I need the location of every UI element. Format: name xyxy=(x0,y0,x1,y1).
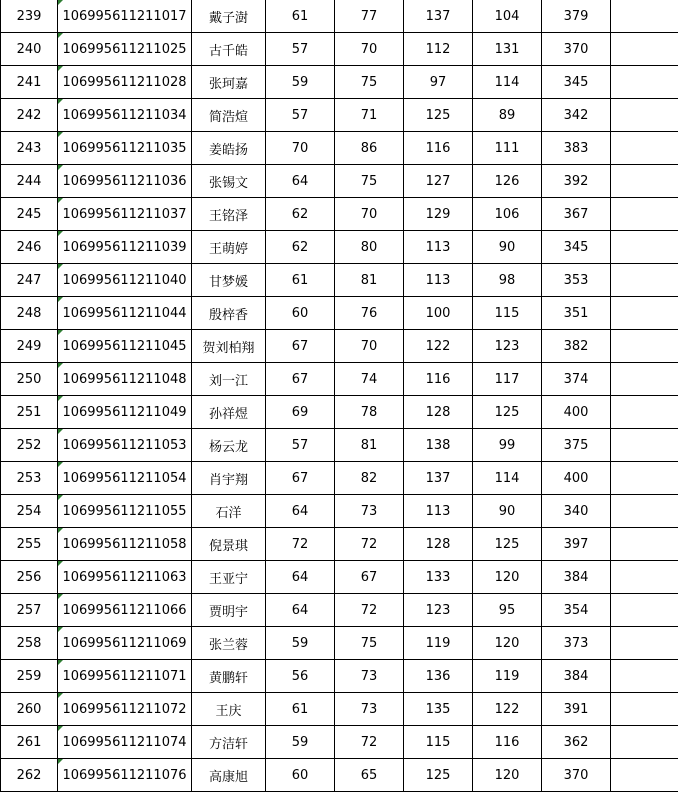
score-3-cell[interactable]: 125 xyxy=(404,759,473,792)
total-score-cell[interactable]: 353 xyxy=(542,264,611,297)
score-3-cell[interactable]: 138 xyxy=(404,429,473,462)
empty-cell[interactable] xyxy=(611,627,678,660)
row-number-cell[interactable]: 251 xyxy=(1,396,58,429)
score-4-cell[interactable]: 111 xyxy=(473,132,542,165)
empty-cell[interactable] xyxy=(611,99,678,132)
row-number-cell[interactable]: 249 xyxy=(1,330,58,363)
score-3-cell[interactable]: 113 xyxy=(404,264,473,297)
table-row xyxy=(1,198,678,231)
table-row xyxy=(1,561,678,594)
empty-cell[interactable] xyxy=(611,462,678,495)
score-2-cell[interactable]: 81 xyxy=(335,429,404,462)
table-row xyxy=(1,132,678,165)
score-1-cell[interactable]: 72 xyxy=(266,528,335,561)
score-3-cell[interactable]: 97 xyxy=(404,66,473,99)
score-4-cell[interactable]: 115 xyxy=(473,297,542,330)
score-2-cell[interactable]: 75 xyxy=(335,66,404,99)
candidate-id-cell[interactable]: 106995611211055 xyxy=(58,495,192,528)
score-1-cell[interactable]: 62 xyxy=(266,231,335,264)
score-4-cell[interactable]: 90 xyxy=(473,495,542,528)
candidate-id-cell[interactable]: 106995611211072 xyxy=(58,693,192,726)
total-score-cell[interactable]: 373 xyxy=(542,627,611,660)
row-number-cell[interactable]: 239 xyxy=(1,0,58,33)
score-2-cell[interactable]: 82 xyxy=(335,462,404,495)
candidate-name-cell[interactable]: 黄鹏轩 xyxy=(192,660,266,693)
score-2-cell[interactable]: 73 xyxy=(335,693,404,726)
table-row xyxy=(1,231,678,264)
candidate-name-cell[interactable]: 贾明宇 xyxy=(192,594,266,627)
candidate-name-cell[interactable]: 贺刘柏翔 xyxy=(192,330,266,363)
score-3-cell[interactable]: 128 xyxy=(404,396,473,429)
score-4-cell[interactable]: 123 xyxy=(473,330,542,363)
candidate-id-cell[interactable]: 106995611211054 xyxy=(58,462,192,495)
table-row xyxy=(1,330,678,363)
candidate-name-cell[interactable]: 孙祥煜 xyxy=(192,396,266,429)
empty-cell[interactable] xyxy=(611,429,678,462)
table-row xyxy=(1,363,678,396)
score-3-cell[interactable]: 136 xyxy=(404,660,473,693)
candidate-id-cell[interactable]: 106995611211071 xyxy=(58,660,192,693)
candidate-name-cell[interactable]: 张锡文 xyxy=(192,165,266,198)
candidate-name-cell[interactable]: 王萌婷 xyxy=(192,231,266,264)
score-4-cell[interactable]: 126 xyxy=(473,165,542,198)
score-1-cell[interactable]: 56 xyxy=(266,660,335,693)
score-2-cell[interactable]: 65 xyxy=(335,759,404,792)
score-4-cell[interactable]: 114 xyxy=(473,66,542,99)
total-score-cell[interactable]: 400 xyxy=(542,396,611,429)
candidate-id-cell[interactable]: 106995611211048 xyxy=(58,363,192,396)
score-3-cell[interactable]: 123 xyxy=(404,594,473,627)
total-score-cell[interactable]: 370 xyxy=(542,759,611,792)
row-number-cell[interactable]: 255 xyxy=(1,528,58,561)
score-3-cell[interactable]: 122 xyxy=(404,330,473,363)
score-3-cell[interactable]: 100 xyxy=(404,297,473,330)
score-4-cell[interactable]: 117 xyxy=(473,363,542,396)
candidate-name-cell[interactable]: 张兰蓉 xyxy=(192,627,266,660)
score-4-cell[interactable]: 120 xyxy=(473,561,542,594)
candidate-name-cell[interactable]: 石洋 xyxy=(192,495,266,528)
candidate-id-cell[interactable]: 106995611211035 xyxy=(58,132,192,165)
total-score-cell[interactable]: 375 xyxy=(542,429,611,462)
score-1-cell[interactable]: 67 xyxy=(266,462,335,495)
score-1-cell[interactable]: 64 xyxy=(266,495,335,528)
score-4-cell[interactable]: 131 xyxy=(473,33,542,66)
score-2-cell[interactable]: 81 xyxy=(335,264,404,297)
score-2-cell[interactable]: 77 xyxy=(335,0,404,33)
total-score-cell[interactable]: 384 xyxy=(542,561,611,594)
candidate-name-cell[interactable]: 简浩煊 xyxy=(192,99,266,132)
score-3-cell[interactable]: 116 xyxy=(404,363,473,396)
table-row xyxy=(1,495,678,528)
empty-cell[interactable] xyxy=(611,363,678,396)
candidate-name-cell[interactable]: 肖宇翔 xyxy=(192,462,266,495)
score-1-cell[interactable]: 61 xyxy=(266,0,335,33)
candidate-id-cell[interactable]: 106995611211040 xyxy=(58,264,192,297)
score-3-cell[interactable]: 113 xyxy=(404,495,473,528)
empty-cell[interactable] xyxy=(611,165,678,198)
row-number-cell[interactable]: 245 xyxy=(1,198,58,231)
total-score-cell[interactable]: 340 xyxy=(542,495,611,528)
score-2-cell[interactable]: 70 xyxy=(335,33,404,66)
row-number-cell[interactable]: 246 xyxy=(1,231,58,264)
empty-cell[interactable] xyxy=(611,660,678,693)
row-number-cell[interactable]: 253 xyxy=(1,462,58,495)
candidate-id-cell[interactable]: 106995611211066 xyxy=(58,594,192,627)
row-number-cell[interactable]: 254 xyxy=(1,495,58,528)
score-2-cell[interactable]: 86 xyxy=(335,132,404,165)
total-score-cell[interactable]: 351 xyxy=(542,297,611,330)
score-2-cell[interactable]: 72 xyxy=(335,726,404,759)
empty-cell[interactable] xyxy=(611,330,678,363)
table-row xyxy=(1,297,678,330)
score-4-cell[interactable]: 125 xyxy=(473,528,542,561)
candidate-name-cell[interactable]: 倪景琪 xyxy=(192,528,266,561)
candidate-id-cell[interactable]: 106995611211069 xyxy=(58,627,192,660)
score-1-cell[interactable]: 67 xyxy=(266,330,335,363)
total-score-cell[interactable]: 345 xyxy=(542,66,611,99)
candidate-id-cell[interactable]: 106995611211025 xyxy=(58,33,192,66)
table-row xyxy=(1,396,678,429)
score-1-cell[interactable]: 59 xyxy=(266,627,335,660)
score-4-cell[interactable]: 99 xyxy=(473,429,542,462)
score-4-cell[interactable]: 120 xyxy=(473,759,542,792)
empty-cell[interactable] xyxy=(611,561,678,594)
score-1-cell[interactable]: 67 xyxy=(266,363,335,396)
score-2-cell[interactable]: 74 xyxy=(335,363,404,396)
candidate-id-cell[interactable]: 106995611211028 xyxy=(58,66,192,99)
score-3-cell[interactable]: 115 xyxy=(404,726,473,759)
table-row xyxy=(1,726,678,759)
score-2-cell[interactable]: 75 xyxy=(335,627,404,660)
score-4-cell[interactable]: 95 xyxy=(473,594,542,627)
score-3-cell[interactable]: 128 xyxy=(404,528,473,561)
row-number-cell[interactable]: 248 xyxy=(1,297,58,330)
total-score-cell[interactable]: 345 xyxy=(542,231,611,264)
score-1-cell[interactable]: 57 xyxy=(266,33,335,66)
row-number-cell[interactable]: 260 xyxy=(1,693,58,726)
candidate-id-cell[interactable]: 106995611211034 xyxy=(58,99,192,132)
total-score-cell[interactable]: 383 xyxy=(542,132,611,165)
candidate-name-cell[interactable]: 高康旭 xyxy=(192,759,266,792)
empty-cell[interactable] xyxy=(611,0,678,33)
row-number-cell[interactable]: 240 xyxy=(1,33,58,66)
score-1-cell[interactable]: 61 xyxy=(266,264,335,297)
score-3-cell[interactable]: 116 xyxy=(404,132,473,165)
empty-cell[interactable] xyxy=(611,198,678,231)
score-3-cell[interactable]: 137 xyxy=(404,0,473,33)
score-table-body xyxy=(1,0,678,792)
candidate-name-cell[interactable]: 王庆 xyxy=(192,693,266,726)
candidate-name-cell[interactable]: 戴子澍 xyxy=(192,0,266,33)
score-1-cell[interactable]: 60 xyxy=(266,759,335,792)
candidate-id-cell[interactable]: 106995611211063 xyxy=(58,561,192,594)
table-row xyxy=(1,0,678,33)
table-row xyxy=(1,66,678,99)
row-number-cell[interactable]: 243 xyxy=(1,132,58,165)
empty-cell[interactable] xyxy=(611,264,678,297)
candidate-name-cell[interactable]: 王亚宁 xyxy=(192,561,266,594)
total-score-cell[interactable]: 374 xyxy=(542,363,611,396)
empty-cell[interactable] xyxy=(611,759,678,792)
score-2-cell[interactable]: 75 xyxy=(335,165,404,198)
candidate-name-cell[interactable]: 刘一江 xyxy=(192,363,266,396)
candidate-name-cell[interactable]: 杨云龙 xyxy=(192,429,266,462)
score-4-cell[interactable]: 89 xyxy=(473,99,542,132)
table-row xyxy=(1,99,678,132)
score-2-cell[interactable]: 70 xyxy=(335,330,404,363)
empty-cell[interactable] xyxy=(611,396,678,429)
candidate-name-cell[interactable]: 甘梦媛 xyxy=(192,264,266,297)
empty-cell[interactable] xyxy=(611,726,678,759)
table-row xyxy=(1,627,678,660)
score-1-cell[interactable]: 59 xyxy=(266,66,335,99)
row-number-cell[interactable]: 252 xyxy=(1,429,58,462)
candidate-id-cell[interactable]: 106995611211037 xyxy=(58,198,192,231)
table-row xyxy=(1,528,678,561)
score-2-cell[interactable]: 70 xyxy=(335,198,404,231)
candidate-id-cell[interactable]: 106995611211045 xyxy=(58,330,192,363)
candidate-id-cell[interactable]: 106995611211049 xyxy=(58,396,192,429)
total-score-cell[interactable]: 362 xyxy=(542,726,611,759)
empty-cell[interactable] xyxy=(611,33,678,66)
score-4-cell[interactable]: 114 xyxy=(473,462,542,495)
score-2-cell[interactable]: 76 xyxy=(335,297,404,330)
total-score-cell[interactable]: 370 xyxy=(542,33,611,66)
total-score-cell[interactable]: 391 xyxy=(542,693,611,726)
score-2-cell[interactable]: 72 xyxy=(335,594,404,627)
row-number-cell[interactable]: 259 xyxy=(1,660,58,693)
total-score-cell[interactable]: 397 xyxy=(542,528,611,561)
row-number-cell[interactable]: 250 xyxy=(1,363,58,396)
candidate-name-cell[interactable]: 姜皓扬 xyxy=(192,132,266,165)
score-4-cell[interactable]: 122 xyxy=(473,693,542,726)
candidate-name-cell[interactable]: 方洁轩 xyxy=(192,726,266,759)
empty-cell[interactable] xyxy=(611,594,678,627)
candidate-name-cell[interactable]: 王铭泽 xyxy=(192,198,266,231)
score-4-cell[interactable]: 119 xyxy=(473,660,542,693)
score-3-cell[interactable]: 127 xyxy=(404,165,473,198)
table-row xyxy=(1,759,678,792)
score-1-cell[interactable]: 57 xyxy=(266,99,335,132)
candidate-id-cell[interactable]: 106995611211058 xyxy=(58,528,192,561)
total-score-cell[interactable]: 400 xyxy=(542,462,611,495)
total-score-cell[interactable]: 392 xyxy=(542,165,611,198)
candidate-id-cell[interactable]: 106995611211074 xyxy=(58,726,192,759)
table-row xyxy=(1,660,678,693)
empty-cell[interactable] xyxy=(611,66,678,99)
score-1-cell[interactable]: 60 xyxy=(266,297,335,330)
table-row xyxy=(1,594,678,627)
candidate-name-cell[interactable]: 张珂嘉 xyxy=(192,66,266,99)
row-number-cell[interactable]: 256 xyxy=(1,561,58,594)
table-row xyxy=(1,33,678,66)
candidate-id-cell[interactable]: 106995611211039 xyxy=(58,231,192,264)
row-number-cell[interactable]: 244 xyxy=(1,165,58,198)
row-number-cell[interactable]: 261 xyxy=(1,726,58,759)
score-1-cell[interactable]: 59 xyxy=(266,726,335,759)
score-3-cell[interactable]: 137 xyxy=(404,462,473,495)
row-number-cell[interactable]: 247 xyxy=(1,264,58,297)
score-3-cell[interactable]: 129 xyxy=(404,198,473,231)
score-4-cell[interactable]: 104 xyxy=(473,0,542,33)
row-number-cell[interactable]: 258 xyxy=(1,627,58,660)
score-1-cell[interactable]: 70 xyxy=(266,132,335,165)
score-3-cell[interactable]: 133 xyxy=(404,561,473,594)
empty-cell[interactable] xyxy=(611,132,678,165)
score-4-cell[interactable]: 116 xyxy=(473,726,542,759)
score-2-cell[interactable]: 80 xyxy=(335,231,404,264)
score-1-cell[interactable]: 64 xyxy=(266,165,335,198)
table-row xyxy=(1,429,678,462)
score-3-cell[interactable]: 125 xyxy=(404,99,473,132)
score-4-cell[interactable]: 106 xyxy=(473,198,542,231)
empty-cell[interactable] xyxy=(611,528,678,561)
total-score-cell[interactable]: 384 xyxy=(542,660,611,693)
table-row xyxy=(1,264,678,297)
score-1-cell[interactable]: 64 xyxy=(266,594,335,627)
score-2-cell[interactable]: 71 xyxy=(335,99,404,132)
candidate-name-cell[interactable]: 殷梓香 xyxy=(192,297,266,330)
score-1-cell[interactable]: 57 xyxy=(266,429,335,462)
table-row xyxy=(1,165,678,198)
score-3-cell[interactable]: 113 xyxy=(404,231,473,264)
total-score-cell[interactable]: 382 xyxy=(542,330,611,363)
total-score-cell[interactable]: 342 xyxy=(542,99,611,132)
table-row xyxy=(1,693,678,726)
score-4-cell[interactable]: 98 xyxy=(473,264,542,297)
total-score-cell[interactable]: 379 xyxy=(542,0,611,33)
score-3-cell[interactable]: 135 xyxy=(404,693,473,726)
empty-cell[interactable] xyxy=(611,297,678,330)
table-row xyxy=(1,462,678,495)
score-2-cell[interactable]: 72 xyxy=(335,528,404,561)
candidate-name-cell[interactable]: 古千皓 xyxy=(192,33,266,66)
score-2-cell[interactable]: 73 xyxy=(335,495,404,528)
score-1-cell[interactable]: 62 xyxy=(266,198,335,231)
row-number-cell[interactable]: 242 xyxy=(1,99,58,132)
score-4-cell[interactable]: 90 xyxy=(473,231,542,264)
candidate-id-cell[interactable]: 106995611211017 xyxy=(58,0,192,33)
candidate-id-cell[interactable]: 106995611211036 xyxy=(58,165,192,198)
score-3-cell[interactable]: 119 xyxy=(404,627,473,660)
score-3-cell[interactable]: 112 xyxy=(404,33,473,66)
total-score-cell[interactable]: 367 xyxy=(542,198,611,231)
score-1-cell[interactable]: 61 xyxy=(266,693,335,726)
row-number-cell[interactable]: 257 xyxy=(1,594,58,627)
score-1-cell[interactable]: 69 xyxy=(266,396,335,429)
row-number-cell[interactable]: 241 xyxy=(1,66,58,99)
candidate-id-cell[interactable]: 106995611211053 xyxy=(58,429,192,462)
total-score-cell[interactable]: 354 xyxy=(542,594,611,627)
score-4-cell[interactable]: 120 xyxy=(473,627,542,660)
empty-cell[interactable] xyxy=(611,231,678,264)
row-number-cell[interactable]: 262 xyxy=(1,759,58,792)
score-2-cell[interactable]: 73 xyxy=(335,660,404,693)
score-2-cell[interactable]: 67 xyxy=(335,561,404,594)
score-1-cell[interactable]: 64 xyxy=(266,561,335,594)
candidate-id-cell[interactable]: 106995611211076 xyxy=(58,759,192,792)
candidate-id-cell[interactable]: 106995611211044 xyxy=(58,297,192,330)
empty-cell[interactable] xyxy=(611,693,678,726)
score-2-cell[interactable]: 78 xyxy=(335,396,404,429)
empty-cell[interactable] xyxy=(611,495,678,528)
score-4-cell[interactable]: 125 xyxy=(473,396,542,429)
